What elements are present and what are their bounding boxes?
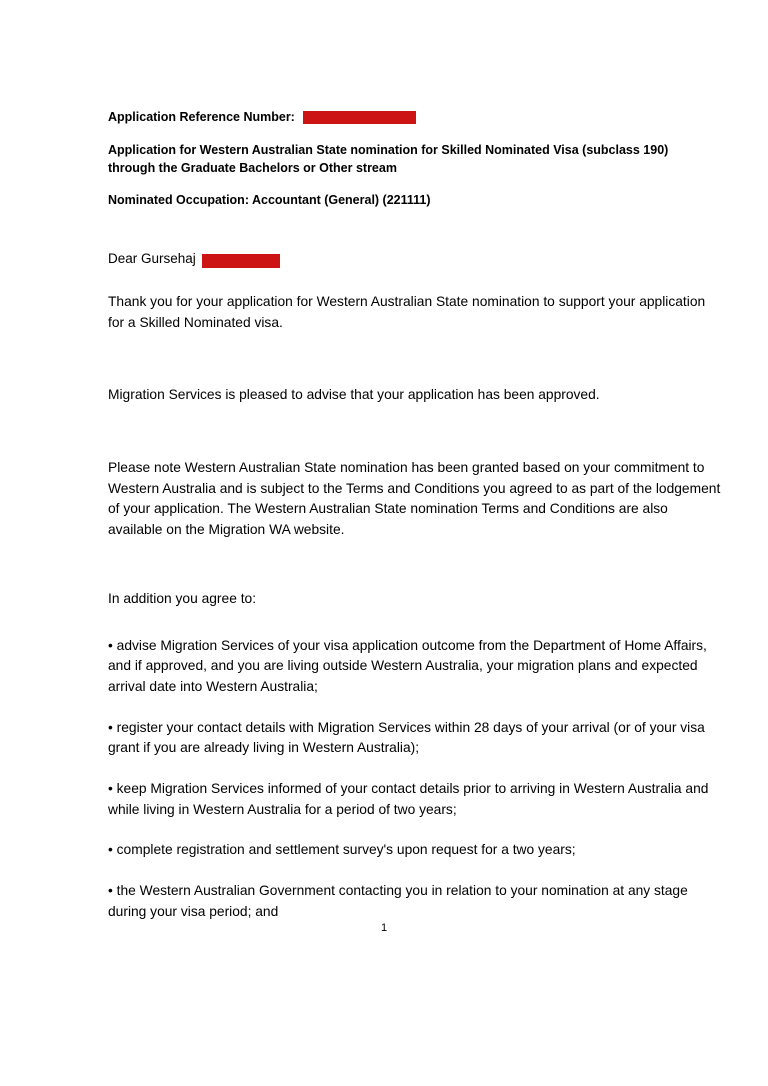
salutation-text: Dear Gursehaj [108, 251, 196, 266]
document-title: Application for Western Australian State nomination for Skilled Nominated Visa (subclass 190) through the Graduate Bachelors or Other stream [108, 143, 669, 175]
bullet-government-contact: • the Western Australian Government contacting you in relation to your nomination at any stage during your visa period; and [108, 883, 688, 919]
redacted-surname [202, 254, 280, 268]
paragraph-in-addition: In addition you agree to: [108, 590, 257, 606]
paragraph-terms: Please note Western Australian State nomination has been granted based on your commitment to Western Australia and is subject to the Terms and Conditions you agreed to as part of the lodgement of your application. The Western Australian State nomination Terms and Conditions are also available on the Migration WA website. [108, 460, 721, 538]
paragraph-approval: Migration Services is pleased to advise that your application has been approved. [108, 387, 600, 403]
salutation-line [108, 251, 724, 266]
bullet-keep-informed: • keep Migration Services informed of your contact details prior to arriving in Western Australia and while living in Western Australia for a period of two years; [108, 780, 709, 817]
bullet-register-contact: • register your contact details with Migration Services within 28 days of your arrival (or of your visa grant if you are already living in Western Australia); [108, 719, 705, 756]
application-reference-line [108, 110, 724, 124]
bullet-advise-outcome: • advise Migration Services of your visa application outcome from the Department of Home Affairs, and if approved, and you are living outside Western Australia, your migration plans and expected arrival date into Western Australia; [108, 637, 707, 694]
nominated-occupation: Nominated Occupation: Accountant (General) (221111) [108, 193, 431, 207]
redacted-reference-number [303, 111, 416, 124]
page-number: 1 [380, 922, 388, 934]
document-body [108, 110, 724, 942]
application-reference-label: Application Reference Number: [108, 110, 295, 124]
paragraph-thank-you: Thank you for your application for Western Australian State nomination to support your application for a Skilled Nominated visa. [108, 294, 706, 330]
bullet-surveys: • complete registration and settlement survey's upon request for a two years; [108, 842, 576, 858]
